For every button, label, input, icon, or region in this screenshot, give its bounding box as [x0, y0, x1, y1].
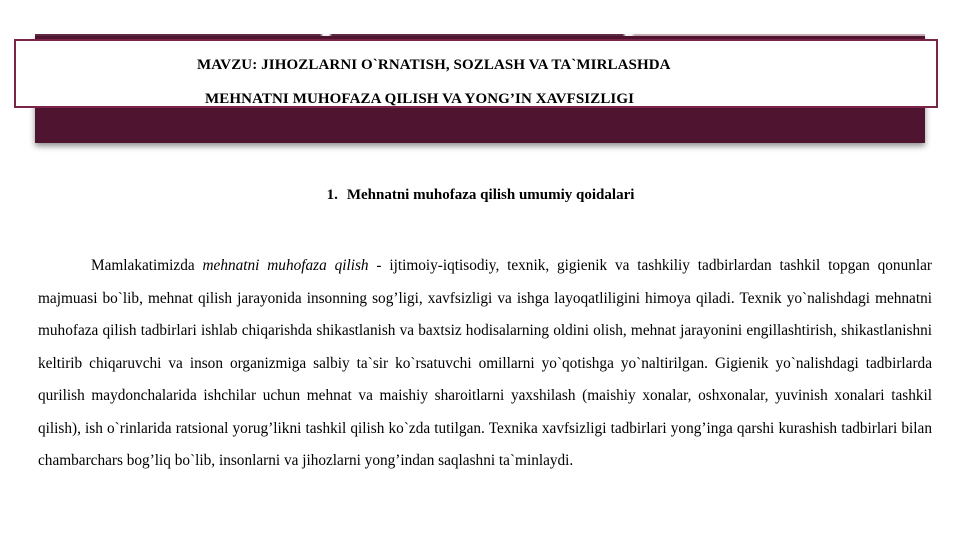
paragraph-rest: - ijtimoiy-iqtisodiy, texnik, gigienik va tashkiliy tadbirlardan tashkil topgan qonunlar majmuasi bo`lib, mehnat qilish jarayonida insonning sog’ligi, xavfsizligi va ishga layoqatliligini himoya qiladi. Texnik yo`nalishdagi mehnatni muhofaza qilish tadbirlari ishlab chiqarishda shikastlanish va baxtsiz hodisalarning oldini olish, mehnat jarayonini engillashtirish, shikastlanishni keltirib chiqaruvchi va inson organizmiga salbiy ta`sir ko`rsatuvchi omillarni yo`qotishga yo`naltirilgan. Gigienik yo`nalishdagi tadbirlarda qurilish maydonchalarida ishchilar uchun mehnat va maishiy sharoitlarni yaxshilash (maishiy xonalar, oshxonalar, yuvinish xonalari tashkil qilish), ish o`rinlarida ratsional yorug’likni tashkil qilish ko`zda tutilgan. Texnika xavfsizligi tadbirlari yong’inga qarshi kurashish tadbirlari bilan chambarchars bog’liq bo`lib, insonlarni va jihozlarni yong’indan saqlashni ta`minlaydi.	[38, 257, 932, 469]
section-number: 1.	[326, 187, 338, 203]
section-heading-text: Mehnatni muhofaza qilish umumiy qoidalari	[346, 187, 635, 203]
slide-title-line-1: MAVZU: JIHOZLARNI O`RNATISH, SOZLASH VA TA`MIRLASHDA	[197, 57, 671, 73]
paragraph-lead: Mamlakatimizda	[91, 257, 203, 274]
slide-title-line-2: MEHNATNI MUHOFAZA QILISH VA YONG’IN XAVFSIZLIGI	[205, 91, 635, 107]
title-box	[14, 39, 938, 108]
body-paragraph	[38, 250, 932, 478]
section-heading	[0, 187, 961, 204]
paragraph-term: mehnatni muhofaza qilish	[202, 257, 369, 274]
